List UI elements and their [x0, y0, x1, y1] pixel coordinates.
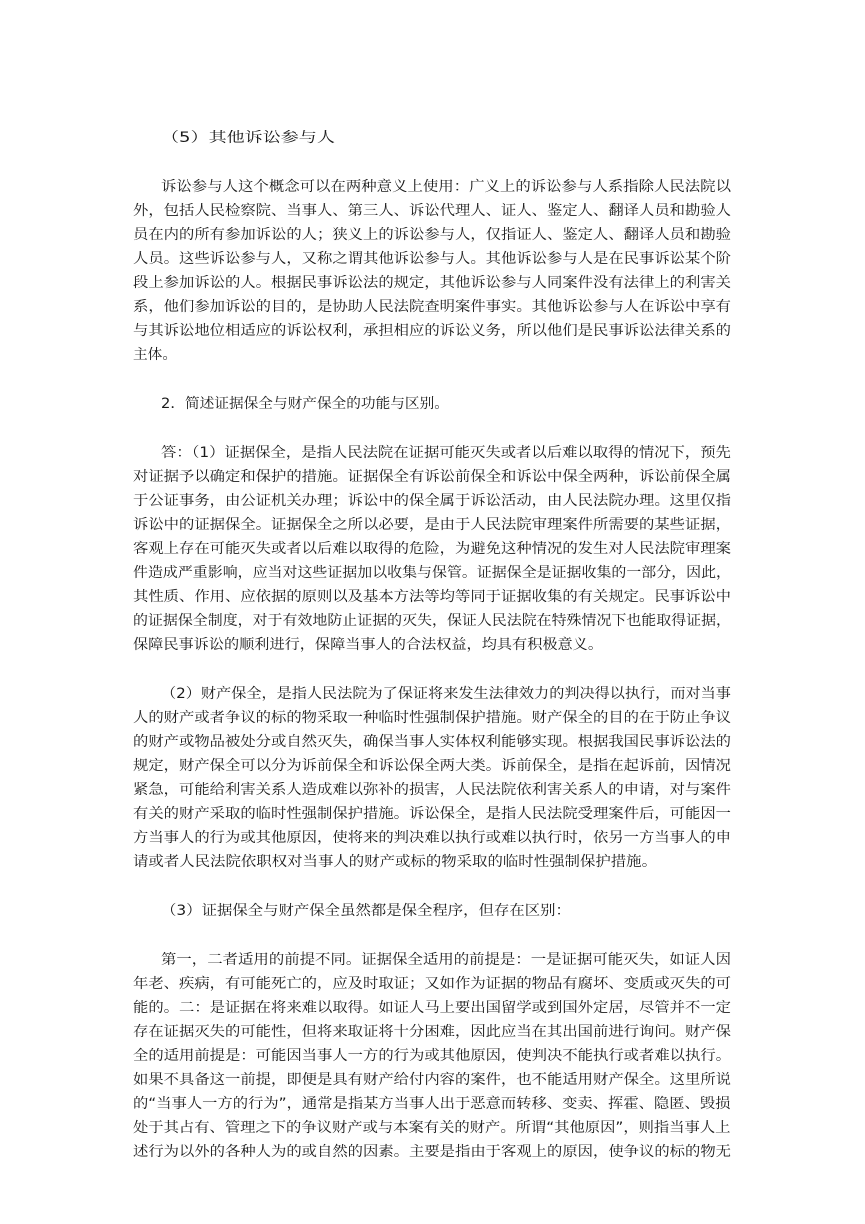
- text-line: 与其诉讼地位相适应的诉讼权利，承担相应的诉讼义务，所以他们是民事诉讼法律关系的: [133, 323, 731, 339]
- text-line: 如果不具备这一前提，即便是具有财产给付内容的案件，也不能适用财产保全。这里所说: [133, 1072, 731, 1088]
- text-line: 诉讼参与人这个概念可以在两种意义上使用：广义上的诉讼参与人系指除人民法院以: [161, 179, 731, 195]
- text-line: 处于其占有、管理之下的争议财产或与本案有关的财产。所谓“其他原因”，则指当事人上: [133, 1120, 731, 1136]
- text-line: （3）证据保全与财产保全虽然都是保全程序，但存在区别：: [161, 903, 571, 919]
- text-line: 紧急，可能给利害关系人造成难以弥补的损害，人民法院依利害关系人的申请，对与案件: [133, 782, 731, 798]
- text-line: 能的。二：是证据在将来难以取得。如证人马上要出国留学或到国外定居，尽管并不一定: [133, 1000, 731, 1016]
- text-line: 客观上存在可能灭失或者以后难以取得的危险，为避免这种情况的发生对人民法院审理案: [133, 541, 731, 557]
- text-line: 于公证事务，由公证机关办理；诉讼中的保全属于诉讼活动，由人民法院办理。这里仅指: [133, 493, 731, 509]
- text-line: 员在内的所有参加诉讼的人；狭义上的诉讼参与人，仅指证人、鉴定人、翻译人员和勘验: [133, 227, 731, 243]
- text-line: 有关的财产采取的临时性强制保护措施。诉讼保全，是指人民法院受理案件后，可能因一: [133, 806, 731, 822]
- text-line: 段上参加诉讼的人。根据民事诉讼法的规定，其他诉讼参与人同案件没有法律上的利害关: [133, 275, 731, 291]
- text-line: 述行为以外的各种人为的或自然的因素。主要是指由于客观上的原因，使争议的标的物无: [133, 1144, 731, 1160]
- text-line: 规定，财产保全可以分为诉前保全和诉讼保全两大类。诉前保全，是指在起诉前，因情况: [133, 758, 731, 774]
- text-line: 对证据予以确定和保护的措施。证据保全有诉讼前保全和诉讼中保全两种，诉讼前保全属: [133, 469, 731, 485]
- text-line: （5）其他诉讼参与人: [161, 130, 335, 146]
- text-line: 主体。: [133, 347, 177, 363]
- text-line: 其性质、作用、应依据的原则以及基本方法等均等同于证据收集的有关规定。民事诉讼中: [133, 589, 731, 605]
- text-line: 请或者人民法院依职权对当事人的财产或标的物采取的临时性强制保护措施。: [133, 854, 657, 870]
- text-line: 的财产或物品被处分或自然灭失，确保当事人实体权利能够实现。根据我国民事诉讼法的: [133, 734, 731, 750]
- text-line: 第一，二者适用的前提不同。证据保全适用的前提是：一是证据可能灭失，如证人因: [161, 952, 731, 968]
- text-line: 答：（1）证据保全，是指人民法院在证据可能灭失或者以后难以取得的情况下，预先: [161, 445, 731, 461]
- text-line: 方当事人的行为或其他原因，使将来的判决难以执行或难以执行时，依另一方当事人的申: [133, 830, 731, 846]
- text-line: 人员。这些诉讼参与人，又称之谓其他诉讼参与人。其他诉讼参与人是在民事诉讼某个阶: [133, 251, 731, 267]
- text-line: 的“当事人一方的行为”，通常是指某方当事人出于恶意而转移、变卖、挥霍、隐匿、毁损: [133, 1096, 731, 1112]
- text-line: 2．简述证据保全与财产保全的功能与区别。: [161, 396, 449, 412]
- text-line: 人的财产或者争议的标的物采取一种临时性强制保护措施。财产保全的目的在于防止争议: [133, 710, 731, 726]
- text-line: 存在证据灭失的可能性，但将来取证将十分困难，因此应当在其出国前进行询问。财产保: [133, 1024, 731, 1040]
- text-line: 全的适用前提是：可能因当事人一方的行为或其他原因，使判决不能执行或者难以执行。: [133, 1048, 731, 1064]
- text-line: 年老、疾病，有可能死亡的，应及时取证；又如作为证据的物品有腐坏、变质或灭失的可: [133, 976, 731, 992]
- text-line: （2）财产保全，是指人民法院为了保证将来发生法律效力的判决得以执行，而对当事: [161, 686, 731, 702]
- text-line: 保障民事诉讼的顺利进行，保障当事人的合法权益，均具有积极意义。: [133, 637, 603, 653]
- text-line: 的证据保全制度，对于有效地防止证据的灭失，保证人民法院在特殊情况下也能取得证据，: [133, 613, 731, 629]
- text-line: 诉讼中的证据保全。证据保全之所以必要，是由于人民法院审理案件所需要的某些证据，: [133, 517, 731, 533]
- text-line: 系，他们参加诉讼的目的，是协助人民法院查明案件事实。其他诉讼参与人在诉讼中享有: [133, 299, 731, 315]
- text-line: 外，包括人民检察院、当事人、第三人、诉讼代理人、证人、鉴定人、翻译人员和勘验人: [133, 203, 731, 219]
- text-line: 件造成严重影响，应当对这些证据加以收集与保管。证据保全是证据收集的一部分，因此，: [133, 565, 731, 581]
